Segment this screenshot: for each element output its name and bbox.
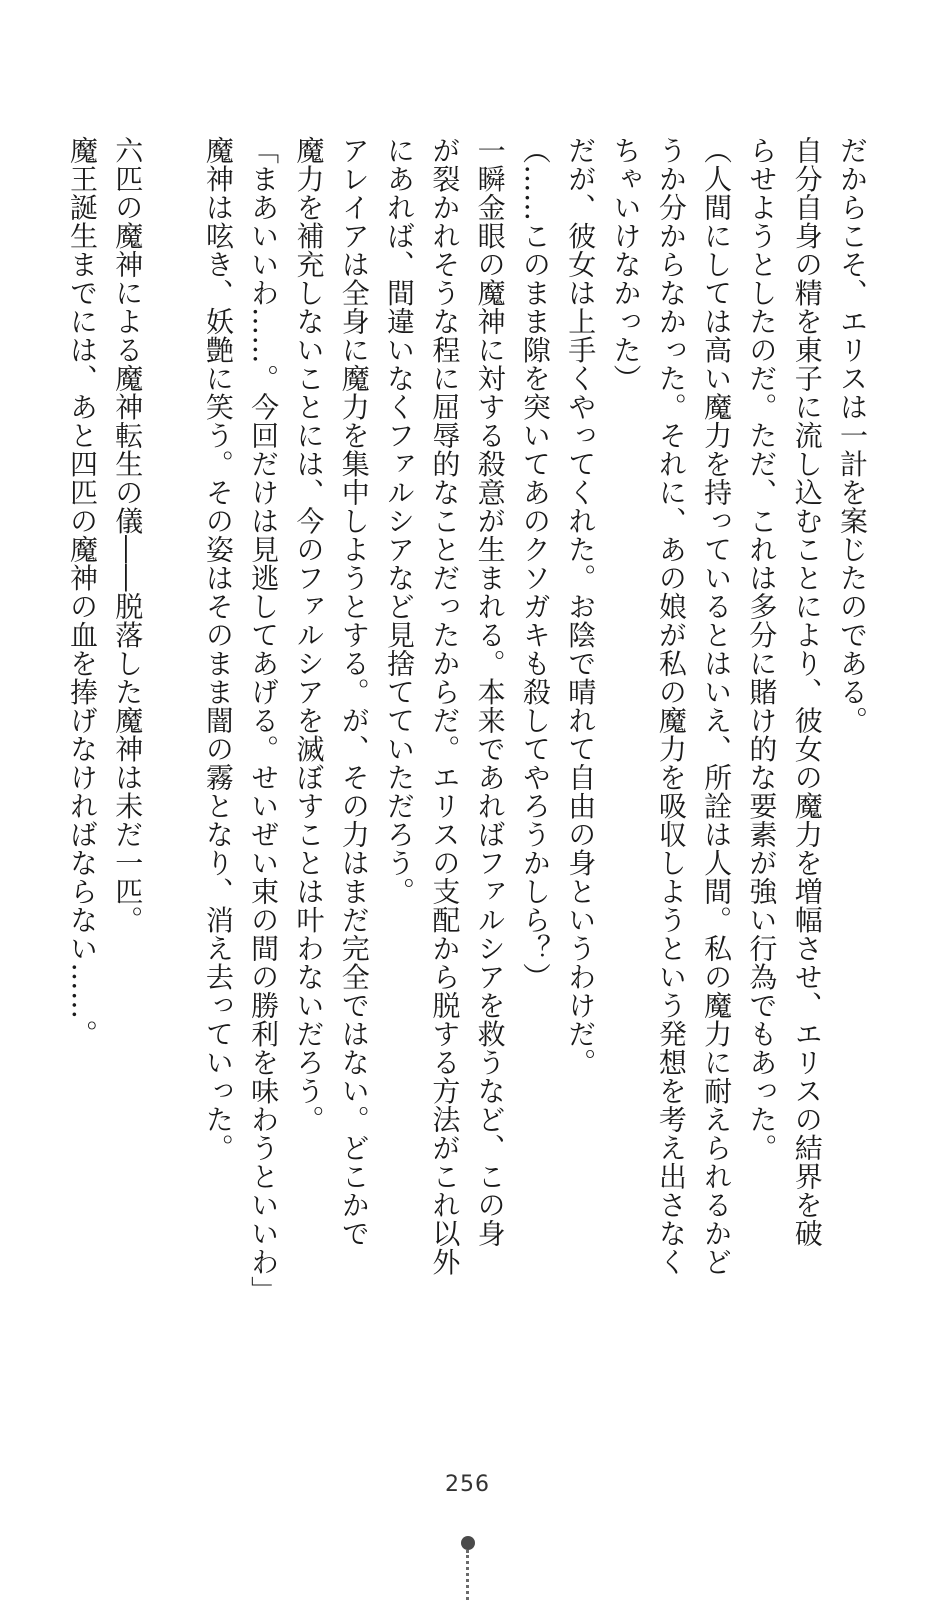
folio-dot-ornament [461,1536,475,1550]
text-line: だが、彼女は上手くやってくれた。お陰で晴れて自由の身というわけだ。 [564,136,598,1077]
text-line: 一瞬金眼の魔神に対する殺意が生まれる。本来であればファルシアを救うなど、この身 [473,136,507,1248]
text-line: らせようとしたのだ。ただ、これは多分に賭け的な要素が強い行為でもあった。 [745,136,779,1162]
text-line: が裂かれそうな程に屈辱的なことだったからだ。エリスの支配から脱する方法がこれ以外 [428,136,462,1276]
text-line: にあれば、間違いなくファルシアなど見捨てていただろう。 [383,136,417,906]
text-line: 六匹の魔神による魔神転生の儀――脱落した魔神は未だ一匹。 [111,136,145,934]
text-line: ちゃいけなかった） [609,136,643,393]
novel-text-column-block [65,136,875,1305]
page-number: 256 [445,1472,490,1497]
text-line: 「まあいいわ……。今回だけは見逃してあげる。せいぜい束の間の勝利を味わうといいわ」 [247,136,281,1305]
text-line: 魔神は呟き、妖艶に笑う。その姿はそのまま闇の霧となり、消え去っていった。 [201,136,235,1162]
text-line: アレイアは全身に魔力を集中しようとする。が、その力はまだ完全ではない。どこかで [337,136,371,1248]
text-line: だからこそ、エリスは一計を案じたのである。 [836,136,869,735]
text-line: 魔王誕生までには、あと四匹の魔神の血を捧げなければならない……。 [65,136,99,1048]
text-line: うか分からなかった。それに、あの娘が私の魔力を吸収しようという発想を考え出さなく [654,136,688,1276]
scene-break-spacer [150,136,195,1296]
folio-dotted-line-ornament [466,1550,469,1600]
text-line: 魔力を補充しないことには、今のファルシアを滅ぼすことは叶わないだろう。 [292,136,326,1134]
text-line: （……このまま隙を突いてあのクソガキも殺してやろうかしら？） [518,136,552,991]
text-line: 自分自身の精を東子に流し込むことにより、彼女の魔力を増幅させ、エリスの結界を破 [790,136,824,1248]
text-line: （人間にしては高い魔力を持っているとはいえ、所詮は人間。私の魔力に耐えられるかど [700,136,734,1276]
